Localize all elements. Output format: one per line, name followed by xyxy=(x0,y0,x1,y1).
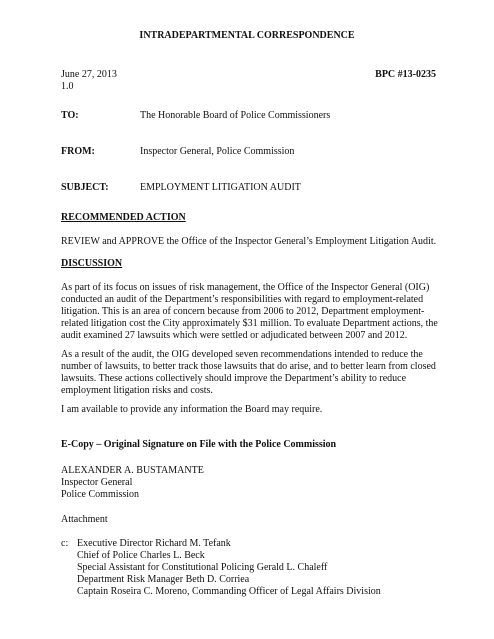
to-label: TO: xyxy=(61,110,79,121)
document-title: INTRADEPARTMENTAL CORRESPONDENCE xyxy=(139,30,355,41)
paragraph-line: conducted an audit of the Department’s responsibilities with regard to employment-related xyxy=(61,294,424,305)
cc-item: Executive Director Richard M. Tefank xyxy=(77,538,231,549)
cc-list xyxy=(77,538,381,598)
discussion-paragraph-2 xyxy=(61,349,437,397)
paragraph-line: number of lawsuits, to better track those lawsuits that do arise, and to better learn from closed xyxy=(61,361,436,372)
from-value: Inspector General, Police Commission xyxy=(140,146,295,157)
ecopy-line: E-Copy – Original Signature on File with the Police Commission xyxy=(61,439,337,450)
paragraph-line: As a result of the audit, the OIG developed seven recommendations intended to reduce the xyxy=(61,349,423,360)
discussion-paragraph-1 xyxy=(61,282,437,342)
memo-date: June 27, 2013 xyxy=(61,69,117,80)
from-label: FROM: xyxy=(61,146,95,157)
discussion-paragraph-3: I am available to provide any information the Board may require. xyxy=(61,404,323,415)
attachment-label: Attachment xyxy=(61,514,108,525)
paragraph-line: As part of its focus on issues of risk management, the Office of the Inspector General (OIG) xyxy=(61,282,430,293)
recommended-heading: RECOMMENDED ACTION xyxy=(61,212,186,223)
subject-value: EMPLOYMENT LITIGATION AUDIT xyxy=(140,182,301,193)
cc-item: Department Risk Manager Beth D. Corriea xyxy=(77,574,250,585)
cc-item: Chief of Police Charles L. Beck xyxy=(77,550,205,561)
to-value: The Honorable Board of Police Commissioners xyxy=(140,110,331,121)
paragraph-line: audit examined 27 lawsuits which were settled or adjudicated between 2007 and 2012. xyxy=(61,330,408,341)
signer-title: Inspector General xyxy=(61,477,133,488)
paragraph-line: lawsuits. These actions collectively should improve the Department’s ability to reduce xyxy=(61,373,407,384)
cc-label: c: xyxy=(61,538,69,549)
discussion-heading: DISCUSSION xyxy=(61,258,123,269)
subject-label: SUBJECT: xyxy=(61,182,109,193)
cc-item: Captain Roseira C. Moreno, Commanding Officer of Legal Affairs Division xyxy=(77,586,381,597)
recommended-text: REVIEW and APPROVE the Office of the Inspector General’s Employment Litigation Audit. xyxy=(61,236,437,247)
cc-item: Special Assistant for Constitutional Policing Gerald L. Chaleff xyxy=(77,562,328,573)
paragraph-line: related litigation cost the City approximately $31 million. To evaluate Department actions, the xyxy=(61,318,438,329)
memo-version: 1.0 xyxy=(61,81,74,92)
paragraph-line: litigation. This is an area of concern because from 2006 to 2012, Department employment- xyxy=(61,306,425,317)
signer-name: ALEXANDER A. BUSTAMANTE xyxy=(61,465,204,476)
paragraph-line: employment litigation risks and costs. xyxy=(61,385,213,396)
signer-office: Police Commission xyxy=(61,489,140,500)
reference-number: BPC #13-0235 xyxy=(375,69,436,80)
